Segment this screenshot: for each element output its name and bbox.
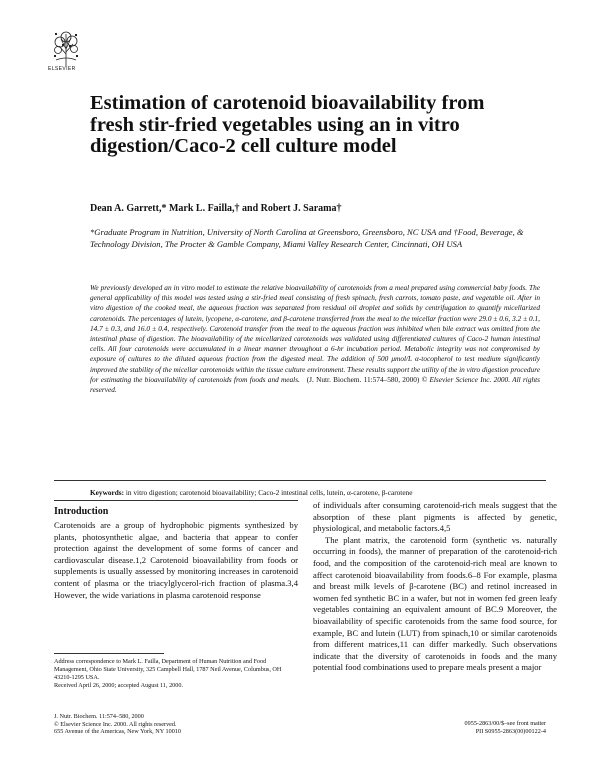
abstract [90,283,540,395]
section-heading-introduction: Introduction [54,506,109,517]
author-list: Dean A. Garrett,* Mark L. Failla,† and Robert J. Sarama† [90,203,342,214]
keywords [90,488,540,497]
journal-footer [54,713,181,736]
abstract-copyright: © Elsevier Science Inc. 2000. All rights reserved. [90,374,540,395]
keywords-text: in vitro digestion; carotenoid bioavailability; Caco-2 intestinal cells, lutein, α-carotene, β-carotene [125,488,413,497]
footer-address: 655 Avenue of the Americas, New York, NY 10010 [54,728,181,735]
footer-citation: J. Nutr. Biochem. 11:574–580, 2000 [54,713,144,720]
footer-copyright: © Elsevier Science Inc. 2000. All rights reserved. [54,720,177,728]
correspondence-footnote [54,658,298,690]
elsevier-tree-logo-icon [52,30,80,68]
keywords-label: Keywords: [90,488,125,497]
divider-top [54,480,546,481]
paper-title: Estimation of carotenoid bioavailability from fresh stir-fried vegetables using an in vitro digestion/Caco-2 cell culture model [90,92,485,157]
abstract-citation: (J. Nutr. Biochem. 11:574–580, 2000) [306,374,420,384]
intro-paragraph-continued: of individuals after consuming carotenoid-rich meals suggest that the absorption of these plant pigments is affected by genetic, physiological, and metabolic factors.4,5 [313,500,557,534]
introduction-left-column [54,520,298,601]
received-dates: Received April 26, 2000; accepted August 11, 2000. [54,681,183,689]
footer-pii: PII S0955-2863(00)00122-4 [475,727,546,735]
publisher-name: ELSEVIER [48,66,76,72]
affiliations: *Graduate Program in Nutrition, University of North Carolina at Greensboro, Greensboro, NC USA and †Food, Beverage, & Technology Division, The Procter & Gamble Company, Miami Valley Research Center, Cincinnati, OH USA [90,227,524,249]
intro-paragraph-1: Carotenoids are a group of hydrophobic pigments synthesized by plants, photosynthetic algae, and bacteria that appear to confer protection against the development of some forms of cancer and cardiovascular disease.1,2 Carotenoid bioavailability from foods or supplements is usually assessed by monitoring increases in carotenoid content of plasma or the triacylglycerol-rich fraction of plasma.3,4 However, the wide variations in plasma carotenoid response [54,520,298,600]
introduction-right-column [313,500,557,674]
footer-issn: 0955-2863/00/$–see front matter [464,720,546,727]
intro-paragraph-2: The plant matrix, the carotenoid form (synthetic vs. naturally occurring in foods), the manner of preparation of the carotenoid-rich food, and the composition of the carotenoid-rich meal are known to affect carotenoid bioavailability from foods.6–8 For example, plasma and breast milk levels of β-carotene (BC) and retinol increased in women fed synthetic BC in a wafer, but not in women fed green leafy vegetables containing an equivalent amount of BC.9 Moreover, the bioavailability of specific carotenoids from the same food source, for example, BC and lutein (LUT) from spinach,10 or similar carotenoids from different matrices,11 can differ markedly. Such observations indicate that the diversity of carotenoids in foods and the many potential food combinations used to prepare meals present a major [313,534,557,673]
footnote-divider [54,653,164,654]
correspondence-address: Address correspondence to Mark L. Failla, Department of Human Nutrition and Food Management, Ohio State University, 325 Campbell Hall, 1787 Neil Avenue, Columbus, OH 43210-1295 USA. [54,658,282,681]
abstract-text: We previously developed an in vitro model to estimate the relative bioavailability of carotenoids from a meal prepared using commercial baby foods. The general applicability of this model was tested using a stir-fried meal consisting of fresh spinach, fresh carrots, tomato paste, and vegetable oil. After in vitro digestion of the cooked meal, the aqueous fraction was separated from residual oil droplet and solids by centrifugation to quantify micellarized carotenoids. The percentages of lutein, lycopene, α-carotene, and β-carotene transferred from the meal to the micellar fraction were 29.0 ± 0.6, 3.2 ± 0.1, 14.7 ± 0.3, and 16.0 ± 0.4, respectively. Carotenoid transfer from the meal to the aqueous fraction was inhibited when bile extract was omitted from the intestinal phase of digestion. The bioavailability of the micellarized carotenoids was validated using differentiated cultures of Caco-2 human intestinal cells. All four carotenoids were accumulated in a linear manner throughout a 6-hr incubation period. Metabolic integrity was not compromised by exposure of cultures to the diluted aqueous fraction from the digested meal. The addition of 500 μmol/L α-tocopherol to test medium significantly improved the stability of the micellar carotenoids within the tissue culture environment. These results support the utility of the in vitro digestion procedure for estimating the bioavailability of carotenoids from foods and meals. [90,283,540,384]
divider-section [54,500,298,501]
issn-footer [452,720,546,735]
